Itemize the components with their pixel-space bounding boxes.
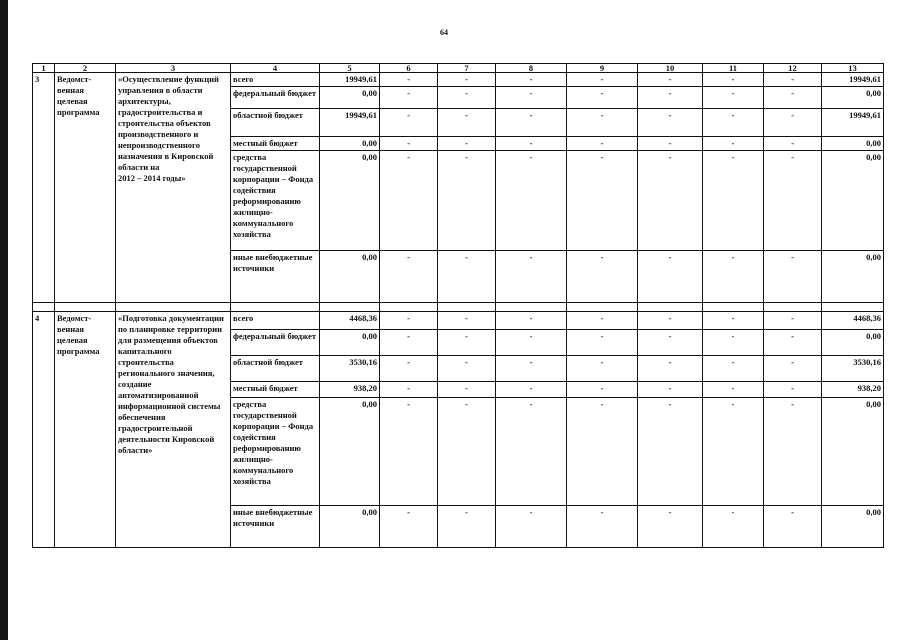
- scan-edge-bar: [0, 0, 8, 640]
- column-header: 6: [380, 64, 438, 73]
- year-value: -: [638, 87, 703, 109]
- year-value: -: [380, 382, 438, 398]
- funding-source: средства государственной корпорации – Фонда содействия реформированию жилищно-коммунального хозяйства: [231, 151, 320, 251]
- year-value: -: [438, 137, 496, 151]
- year-value: -: [764, 251, 822, 303]
- year-value: -: [567, 251, 638, 303]
- year-value: -: [638, 137, 703, 151]
- total-value: 0,00: [822, 251, 884, 303]
- year-value: -: [638, 356, 703, 382]
- column-header: 4: [231, 64, 320, 73]
- year-value: -: [764, 398, 822, 506]
- year-value: -: [703, 398, 764, 506]
- column-header: 5: [320, 64, 380, 73]
- column-header: 12: [764, 64, 822, 73]
- year-value: -: [438, 356, 496, 382]
- column-header: 2: [55, 64, 116, 73]
- year-value: -: [567, 312, 638, 330]
- program-separator: [33, 303, 884, 312]
- year-value: -: [438, 151, 496, 251]
- year-value: -: [567, 330, 638, 356]
- column-header: 9: [567, 64, 638, 73]
- year-value: -: [496, 356, 567, 382]
- year-value: -: [703, 109, 764, 137]
- column-header: 8: [496, 64, 567, 73]
- separator-cell: [703, 303, 764, 312]
- column-header: 3: [116, 64, 231, 73]
- year-value: -: [703, 87, 764, 109]
- year-value: -: [438, 506, 496, 548]
- total-value: 3530,16: [320, 356, 380, 382]
- year-value: -: [438, 109, 496, 137]
- separator-cell: [116, 303, 231, 312]
- total-value: 0,00: [822, 151, 884, 251]
- year-value: -: [567, 137, 638, 151]
- program-name: «Осуществление функций управления в области архитектуры, градостроительства и строительства объектов производственного и непроизводственного назначения в Кировской области на 2012 – 2014 годы»: [116, 73, 231, 303]
- column-header: 7: [438, 64, 496, 73]
- year-value: -: [438, 330, 496, 356]
- year-value: -: [380, 109, 438, 137]
- year-value: -: [567, 109, 638, 137]
- separator-cell: [567, 303, 638, 312]
- year-value: -: [380, 356, 438, 382]
- year-value: -: [438, 73, 496, 87]
- year-value: -: [567, 151, 638, 251]
- year-value: -: [496, 330, 567, 356]
- year-value: -: [438, 87, 496, 109]
- separator-cell: [822, 303, 884, 312]
- year-value: -: [703, 151, 764, 251]
- funding-source: федеральный бюджет: [231, 330, 320, 356]
- year-value: -: [638, 73, 703, 87]
- column-header: 10: [638, 64, 703, 73]
- separator-cell: [380, 303, 438, 312]
- total-value: 0,00: [822, 398, 884, 506]
- year-value: -: [496, 506, 567, 548]
- year-value: -: [764, 87, 822, 109]
- year-value: -: [380, 330, 438, 356]
- table-row: [33, 73, 884, 87]
- total-value: 0,00: [320, 398, 380, 506]
- year-value: -: [567, 506, 638, 548]
- total-value: 0,00: [320, 251, 380, 303]
- total-value: 4468,36: [320, 312, 380, 330]
- funding-source: иные внебюджетные источники: [231, 251, 320, 303]
- funding-source: иные внебюджетные источники: [231, 506, 320, 548]
- year-value: -: [567, 356, 638, 382]
- funding-source: средства государственной корпорации – Фонда содействия реформированию жилищно-коммунального хозяйства: [231, 398, 320, 506]
- total-value: 19949,61: [320, 73, 380, 87]
- year-value: -: [638, 312, 703, 330]
- year-value: -: [496, 251, 567, 303]
- year-value: -: [703, 73, 764, 87]
- year-value: -: [703, 137, 764, 151]
- year-value: -: [438, 312, 496, 330]
- year-value: -: [380, 398, 438, 506]
- year-value: -: [638, 109, 703, 137]
- year-value: -: [764, 73, 822, 87]
- year-value: -: [496, 382, 567, 398]
- year-value: -: [703, 356, 764, 382]
- year-value: -: [567, 382, 638, 398]
- year-value: -: [638, 330, 703, 356]
- year-value: -: [703, 251, 764, 303]
- funding-source: всего: [231, 73, 320, 87]
- year-value: -: [380, 87, 438, 109]
- year-value: -: [764, 382, 822, 398]
- total-value: 0,00: [320, 330, 380, 356]
- year-value: -: [380, 73, 438, 87]
- year-value: -: [638, 398, 703, 506]
- year-value: -: [764, 137, 822, 151]
- year-value: -: [638, 151, 703, 251]
- column-header-row: [33, 64, 884, 73]
- year-value: -: [380, 312, 438, 330]
- total-value: 19949,61: [822, 109, 884, 137]
- separator-cell: [496, 303, 567, 312]
- total-value: 0,00: [822, 87, 884, 109]
- separator-cell: [33, 303, 55, 312]
- separator-cell: [638, 303, 703, 312]
- year-value: -: [764, 356, 822, 382]
- total-value: 938,20: [320, 382, 380, 398]
- program-type: Ведомст- венная целевая программа: [55, 73, 116, 303]
- year-value: -: [764, 109, 822, 137]
- year-value: -: [380, 251, 438, 303]
- separator-cell: [320, 303, 380, 312]
- year-value: -: [638, 382, 703, 398]
- program-number: 3: [33, 73, 55, 303]
- year-value: -: [438, 398, 496, 506]
- year-value: -: [638, 251, 703, 303]
- year-value: -: [567, 73, 638, 87]
- separator-cell: [764, 303, 822, 312]
- year-value: -: [764, 312, 822, 330]
- funding-source: местный бюджет: [231, 382, 320, 398]
- year-value: -: [703, 506, 764, 548]
- year-value: -: [496, 151, 567, 251]
- total-value: 0,00: [822, 137, 884, 151]
- year-value: -: [567, 398, 638, 506]
- total-value: 0,00: [320, 87, 380, 109]
- year-value: -: [438, 382, 496, 398]
- year-value: -: [764, 151, 822, 251]
- total-value: 4468,36: [822, 312, 884, 330]
- total-value: 19949,61: [822, 73, 884, 87]
- year-value: -: [380, 506, 438, 548]
- funding-source: федеральный бюджет: [231, 87, 320, 109]
- column-header: 11: [703, 64, 764, 73]
- year-value: -: [496, 109, 567, 137]
- page-number: 64: [440, 28, 448, 37]
- program-name: «Подготовка документации по планировке территории для размещения объектов капитального строительства регионального значения, создание автоматизированной информационной системы обеспечения градостроительной деятельности Кировской области»: [116, 312, 231, 548]
- year-value: -: [703, 382, 764, 398]
- program-number: 4: [33, 312, 55, 548]
- separator-cell: [55, 303, 116, 312]
- total-value: 0,00: [320, 137, 380, 151]
- total-value: 0,00: [822, 330, 884, 356]
- year-value: -: [496, 398, 567, 506]
- year-value: -: [380, 137, 438, 151]
- year-value: -: [496, 312, 567, 330]
- year-value: -: [764, 330, 822, 356]
- separator-cell: [231, 303, 320, 312]
- year-value: -: [496, 87, 567, 109]
- funding-source: областной бюджет: [231, 356, 320, 382]
- year-value: -: [567, 87, 638, 109]
- separator-cell: [438, 303, 496, 312]
- total-value: 0,00: [822, 506, 884, 548]
- total-value: 19949,61: [320, 109, 380, 137]
- year-value: -: [496, 137, 567, 151]
- year-value: -: [638, 506, 703, 548]
- funding-source: областной бюджет: [231, 109, 320, 137]
- total-value: 3530,16: [822, 356, 884, 382]
- total-value: 0,00: [320, 151, 380, 251]
- year-value: -: [703, 312, 764, 330]
- year-value: -: [496, 73, 567, 87]
- year-value: -: [764, 506, 822, 548]
- table-row: [33, 312, 884, 330]
- funding-source: местный бюджет: [231, 137, 320, 151]
- financing-table: [32, 63, 884, 548]
- year-value: -: [703, 330, 764, 356]
- program-type: Ведомст- венная целевая программа: [55, 312, 116, 548]
- total-value: 0,00: [320, 506, 380, 548]
- funding-source: всего: [231, 312, 320, 330]
- year-value: -: [380, 151, 438, 251]
- column-header: 13: [822, 64, 884, 73]
- year-value: -: [438, 251, 496, 303]
- column-header: 1: [33, 64, 55, 73]
- total-value: 938,20: [822, 382, 884, 398]
